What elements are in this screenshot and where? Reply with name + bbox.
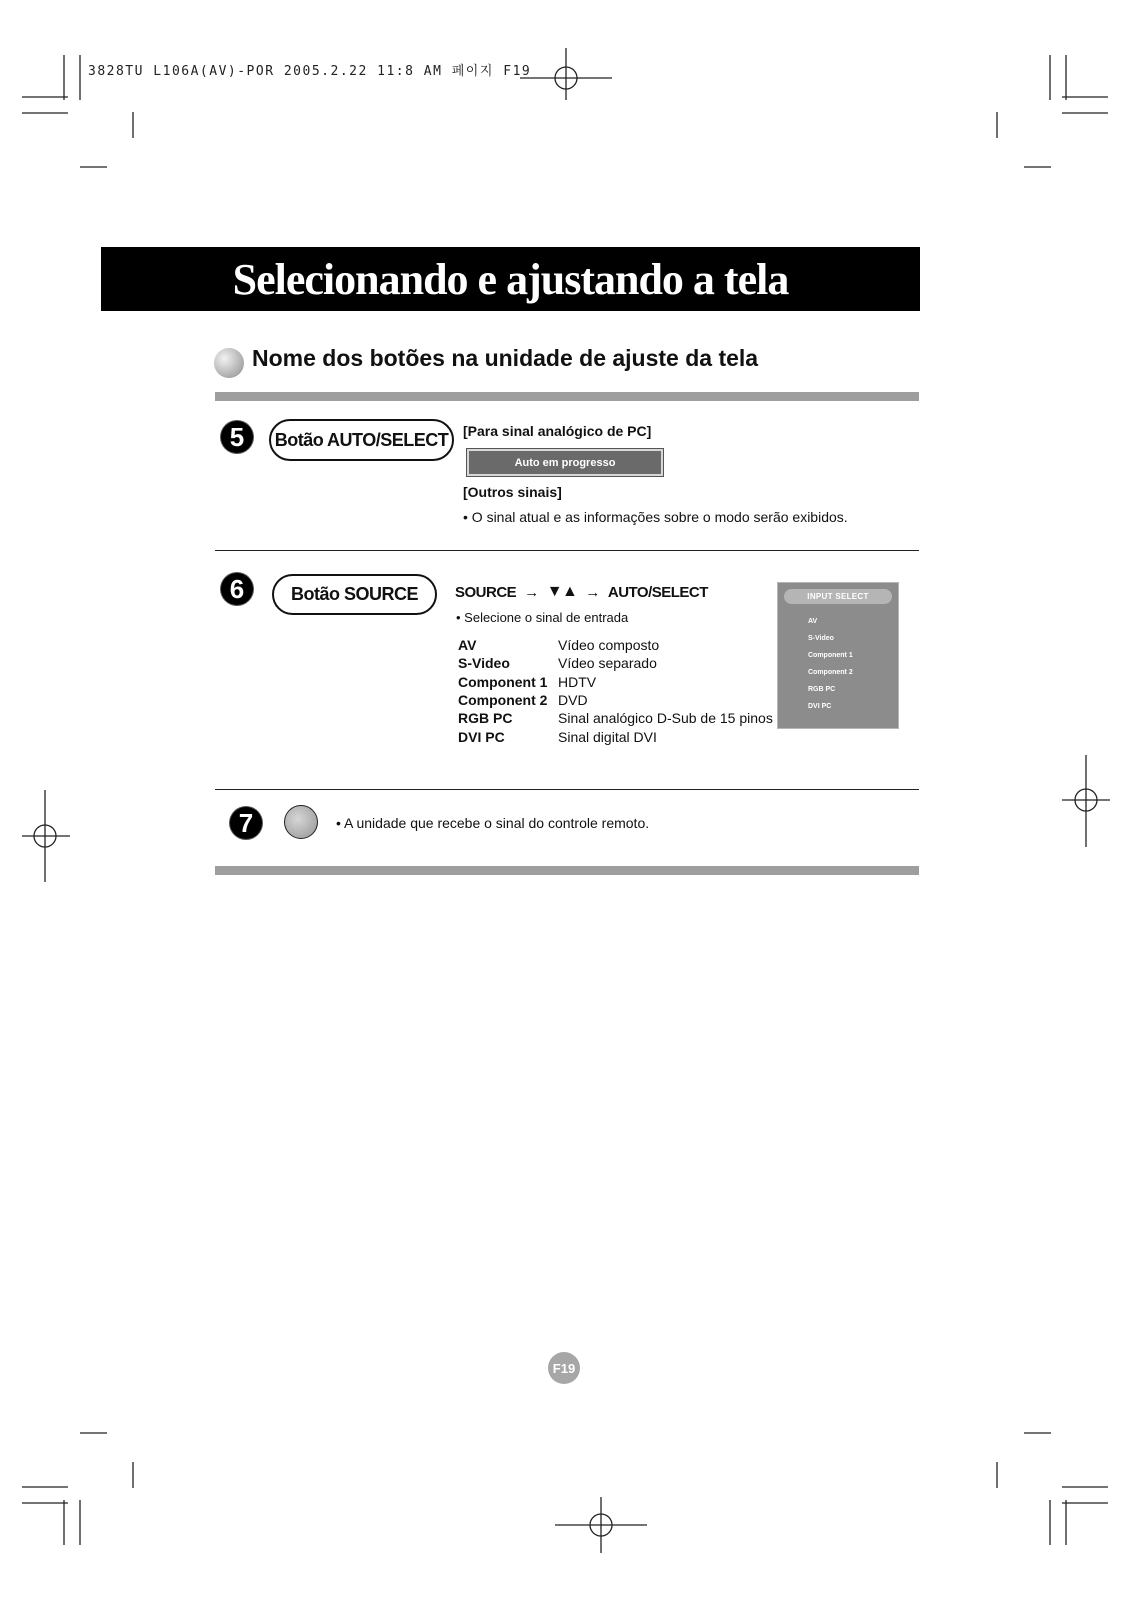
- table-row: [458, 654, 773, 672]
- auto-progress-label: Auto em progresso: [469, 451, 661, 474]
- item-7-number: 7: [230, 807, 262, 839]
- signal-key: Component 2: [458, 692, 548, 709]
- arrow-right-icon: →: [524, 583, 539, 601]
- select-input-instruction: • Selecione o sinal de entrada: [456, 610, 629, 625]
- osd-item: Component 1: [808, 652, 853, 659]
- signal-key: DVI PC: [458, 728, 505, 745]
- table-row: [458, 727, 773, 745]
- signal-key: S-Video: [458, 655, 510, 672]
- flow-source: SOURCE: [455, 583, 517, 601]
- osd-item: Component 2: [808, 669, 853, 676]
- table-row: [458, 691, 773, 709]
- signal-value: Vídeo separado: [558, 655, 657, 672]
- table-row: [458, 673, 773, 691]
- item-5-number: 5: [221, 421, 253, 453]
- signal-key: RGB PC: [458, 710, 513, 727]
- item-6-number: 6: [221, 573, 253, 605]
- signal-value: DVD: [558, 692, 588, 709]
- osd-item: RGB PC: [808, 686, 836, 693]
- other-signals-heading: [Outros sinais]: [463, 484, 562, 500]
- auto-progress-osd: [466, 448, 664, 477]
- signal-value: Sinal analógico D-Sub de 15 pinos: [558, 710, 773, 727]
- osd-item: S-Video: [808, 635, 834, 642]
- signal-value: Vídeo composto: [558, 637, 660, 654]
- flow-auto-select: AUTO/SELECT: [607, 583, 708, 601]
- signal-key: AV: [458, 637, 477, 654]
- source-button: Botão SOURCE: [272, 574, 437, 615]
- table-row: [458, 709, 773, 727]
- section-title: Nome dos botões na unidade de ajuste da tela: [252, 345, 759, 371]
- print-header: 3828TU L106A(AV)-POR 2005.2.22 11:8 AM 페이지 F19: [88, 64, 532, 79]
- down-up-icon: ▼▲: [546, 583, 578, 600]
- signal-table: [458, 636, 773, 746]
- top-divider: [215, 392, 919, 401]
- input-select-osd: [777, 582, 899, 729]
- remote-sensor-text: • A unidade que recebe o sinal do controle remoto.: [336, 815, 650, 831]
- other-signals-text: • O sinal atual e as informações sobre o modo serão exibidos.: [463, 509, 848, 525]
- divider: [215, 789, 919, 790]
- signal-value: Sinal digital DVI: [558, 728, 657, 745]
- arrow-right-icon: →: [585, 583, 600, 601]
- osd-item: AV: [808, 618, 818, 625]
- section-bullet-icon: [214, 348, 244, 378]
- remote-sensor-icon: [284, 805, 318, 839]
- auto-select-button: Botão AUTO/SELECT: [269, 419, 454, 461]
- signal-key: Component 1: [458, 673, 548, 690]
- table-row: [458, 636, 773, 654]
- analog-signal-heading: [Para sinal analógico de PC]: [463, 423, 652, 439]
- title-bar: [101, 247, 920, 311]
- osd-title: INPUT SELECT: [784, 589, 892, 604]
- bottom-divider: [215, 866, 919, 875]
- button-sequence: [455, 583, 708, 601]
- page-number: F19: [548, 1352, 580, 1384]
- divider: [215, 550, 919, 551]
- osd-item: DVI PC: [808, 703, 832, 710]
- signal-value: HDTV: [558, 673, 597, 690]
- page-title: Selecionando e ajustando a tela: [232, 254, 789, 304]
